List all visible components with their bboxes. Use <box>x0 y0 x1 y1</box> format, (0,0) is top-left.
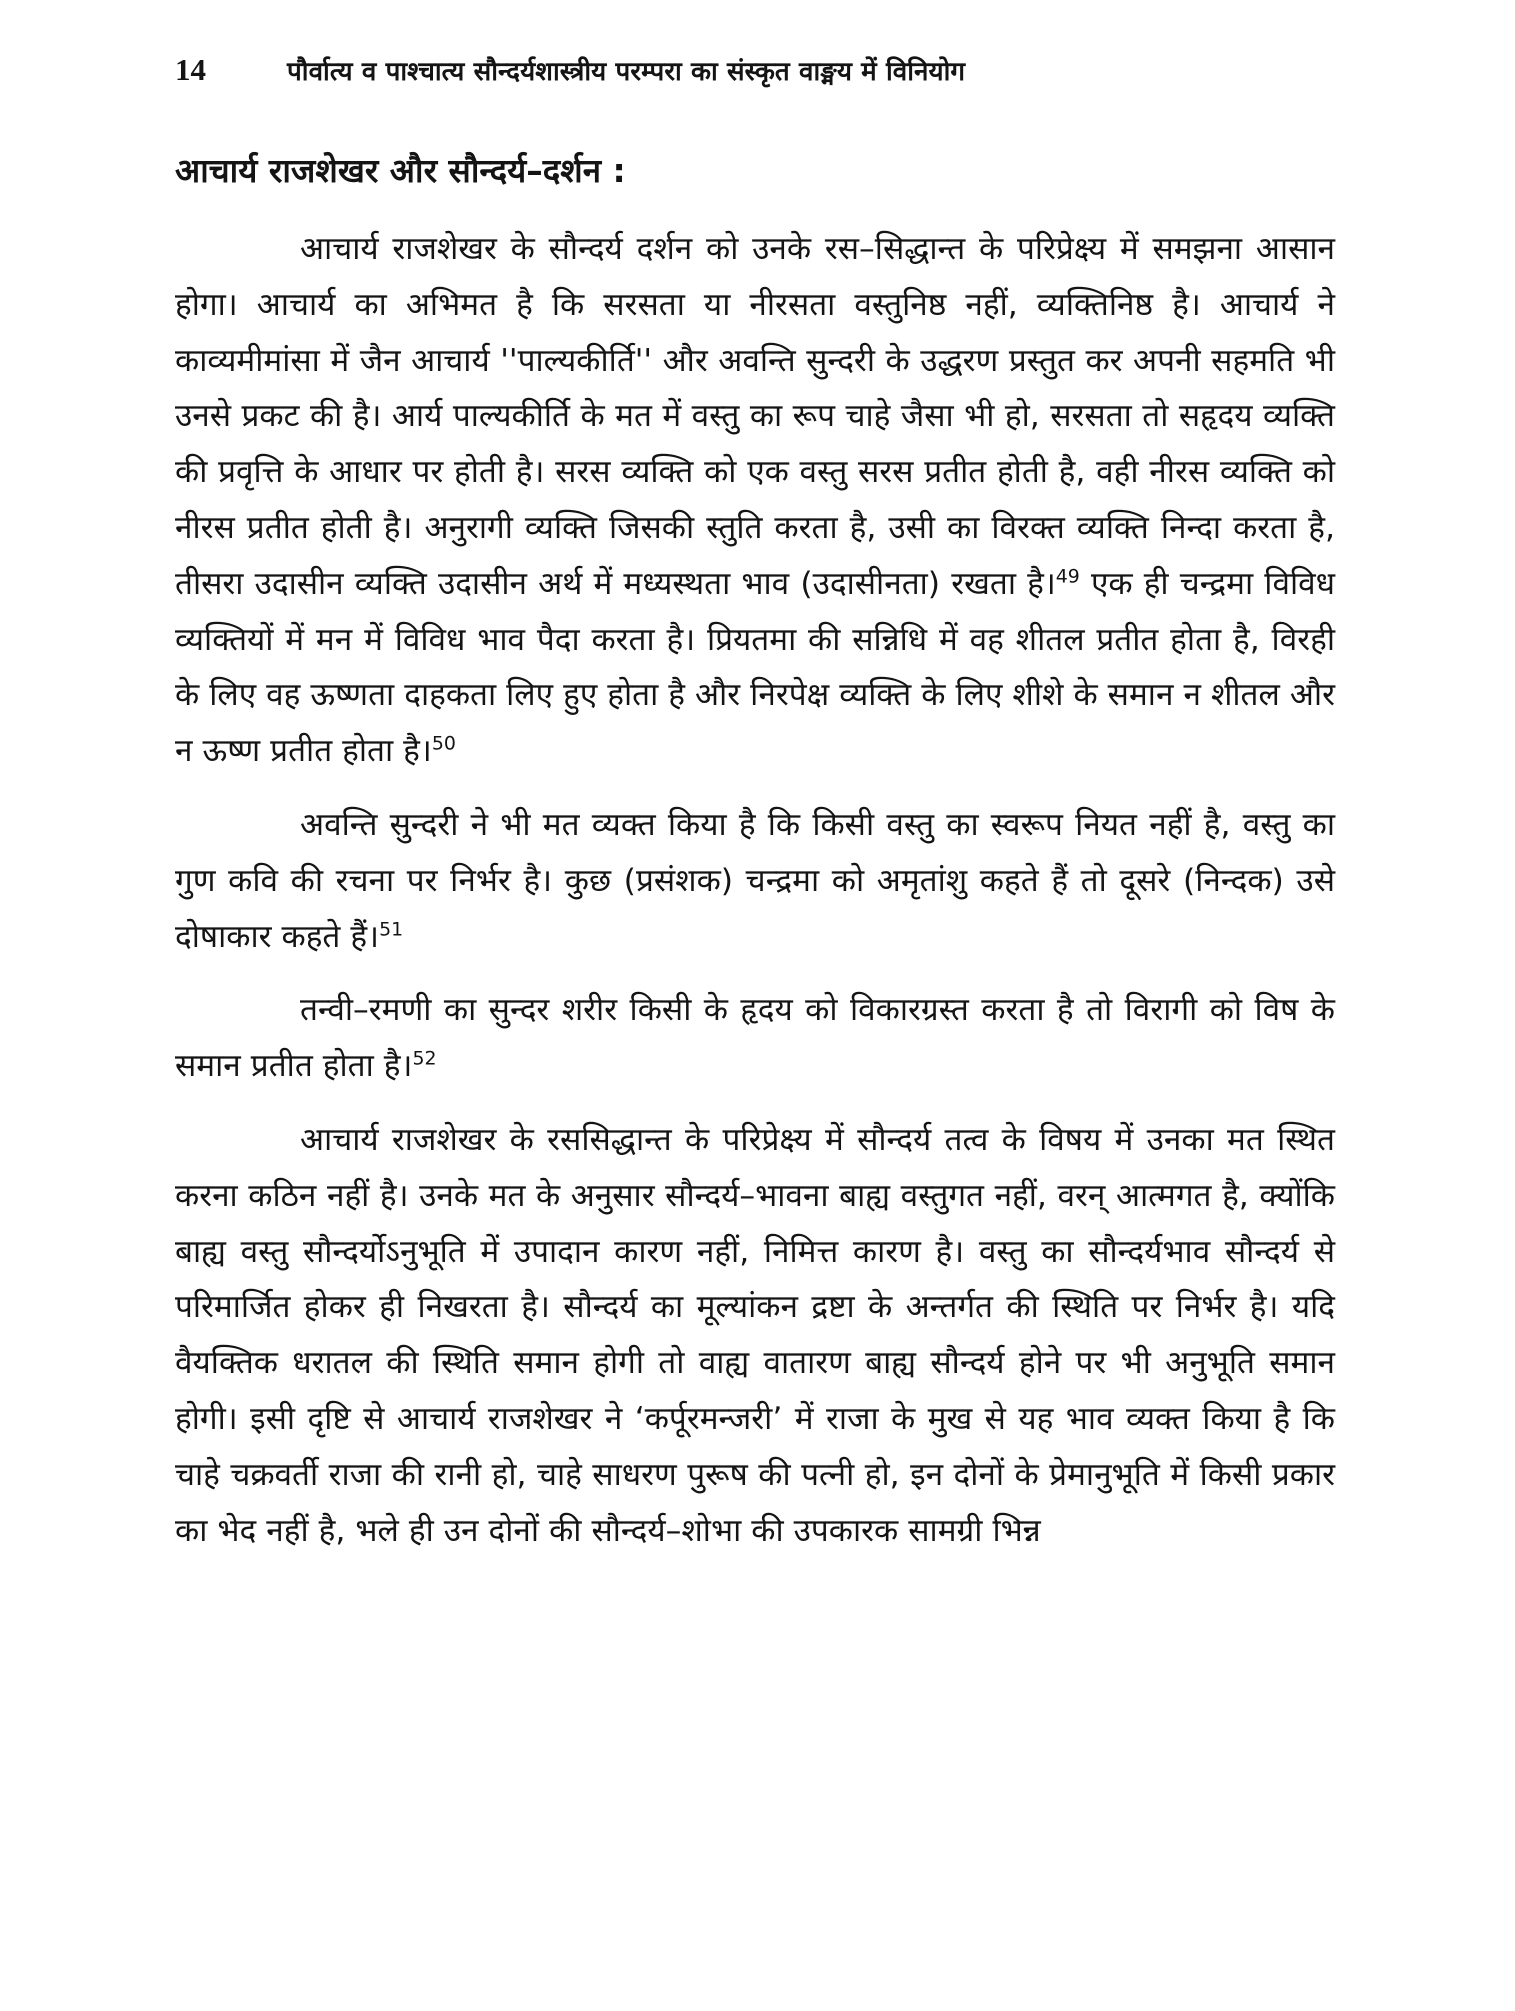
page-number: 14 <box>175 52 206 87</box>
footnote-ref-51: 51 <box>379 918 404 941</box>
section-heading: आचार्य राजशेखर और सौन्दर्य–दर्शन : <box>175 151 626 190</box>
paragraph-3 <box>175 983 1335 1095</box>
paragraph-4 <box>175 1113 1335 1559</box>
paragraph-text: तन्वी–रमणी का सुन्दर शरीर किसी के हृदय को विकारग्रस्त करता है तो विरागी को विष के समान प्रतीत होता है। <box>175 992 1335 1085</box>
footnote-ref-52: 52 <box>412 1047 437 1070</box>
paragraph-text: एक ही चन्द्रमा विविध व्यक्तियों में मन में विविध भाव पैदा करता है। प्रियतमा की सन्निधि में वह शीतल प्रतीत होता है, विरही के लिए वह ऊष्णता दाहकता लिए हुए होता है और निरपेक्ष व्यक्ति के लिए शीशे के समान न शीतल और न ऊष्ण प्रतीत होता है। <box>175 565 1335 770</box>
paragraph-1 <box>175 222 1335 780</box>
paragraph-text: अवन्ति सुन्दरी ने भी मत व्यक्त किया है कि किसी वस्तु का स्वरूप नियत नहीं है, वस्तु का गुण कवि की रचना पर निर्भर है। कुछ (प्रसंशक) चन्द्रमा को अमृतांशु कहते हैं तो दूसरे (निन्दक) उसे दोषाकार कहते हैं। <box>175 806 1335 955</box>
footnote-ref-50: 50 <box>431 732 456 755</box>
running-header <box>175 52 1335 102</box>
footnote-ref-49: 49 <box>1055 565 1080 588</box>
paragraph-2 <box>175 798 1335 965</box>
paragraph-text: आचार्य राजशेखर के सौन्दर्य दर्शन को उनके रस–सिद्धान्त के परिप्रेक्ष्य में समझना आसान होगा। आचार्य का अभिमत है कि सरसता या नीरसता वस्तुनिष्ठ नहीं, व्यक्तिनिष्ठ है। आचार्य ने काव्यमीमांसा में जैन आचार्य ''पाल्यकीर्ति'' और अवन्ति सुन्दरी के उद्धरण प्रस्तुत कर अपनी सहमति भी उनसे प्रकट की है। आर्य पाल्यकीर्ति के मत में वस्तु का रूप चाहे जैसा भी हो, सरसता तो सहृदय व्यक्ति की प्रवृत्ति के आधार पर होती है। सरस व्यक्ति को एक वस्तु सरस प्रतीत होती है, वही नीरस व्यक्ति को नीरस प्रतीत होती है। अनुरागी व्यक्ति जिसकी स्तुति करता है, उसी का विरक्त व्यक्ति निन्दा करता है, तीसरा उदासीन व्यक्ति उदासीन अर्थ में मध्यस्थता भाव (उदासीनता) रखता है। <box>175 231 1335 602</box>
paragraph-text: आचार्य राजशेखर के रससिद्धान्त के परिप्रेक्ष्य में सौन्दर्य तत्व के विषय में उनका मत स्थित करना कठिन नहीं है। उनके मत के अनुसार सौन्दर्य–भावना बाह्य वस्तुगत नहीं, वरन् आत्मगत है, क्योंकि बाह्य वस्तु सौन्दर्योऽनुभूति में उपादान कारण नहीं, निमित्त कारण है। वस्तु का सौन्दर्यभाव सौन्दर्य से परिमार्जित होकर ही निखरता है। सौन्दर्य का मूल्यांकन द्रष्टा के अन्तर्गत की स्थिति पर निर्भर है। यदि वैयक्तिक धरातल की स्थिति समान होगी तो वाह्य वातारण बाह्य सौन्दर्य होने पर भी अनुभूति समान होगी। इसी दृष्टि से आचार्य राजशेखर ने ‘कर्पूरमन्जरी’ में राजा के मुख से यह भाव व्यक्त किया है कि चाहे चक्रवर्ती राजा की रानी हो, चाहे साधरण पुरूष की पत्नी हो, इन दोनों के प्रेमानुभूति में किसी प्रकार का भेद नहीं है, भले ही उन दोनों की सौन्दर्य–शोभा की उपकारक सामग्री भिन्न <box>175 1121 1335 1549</box>
book-title: पौर्वात्य व पाश्चात्य सौन्दर्यशास्त्रीय परम्परा का संस्कृत वाङ्मय में विनियोग <box>287 57 966 87</box>
body-text <box>175 222 1335 1559</box>
